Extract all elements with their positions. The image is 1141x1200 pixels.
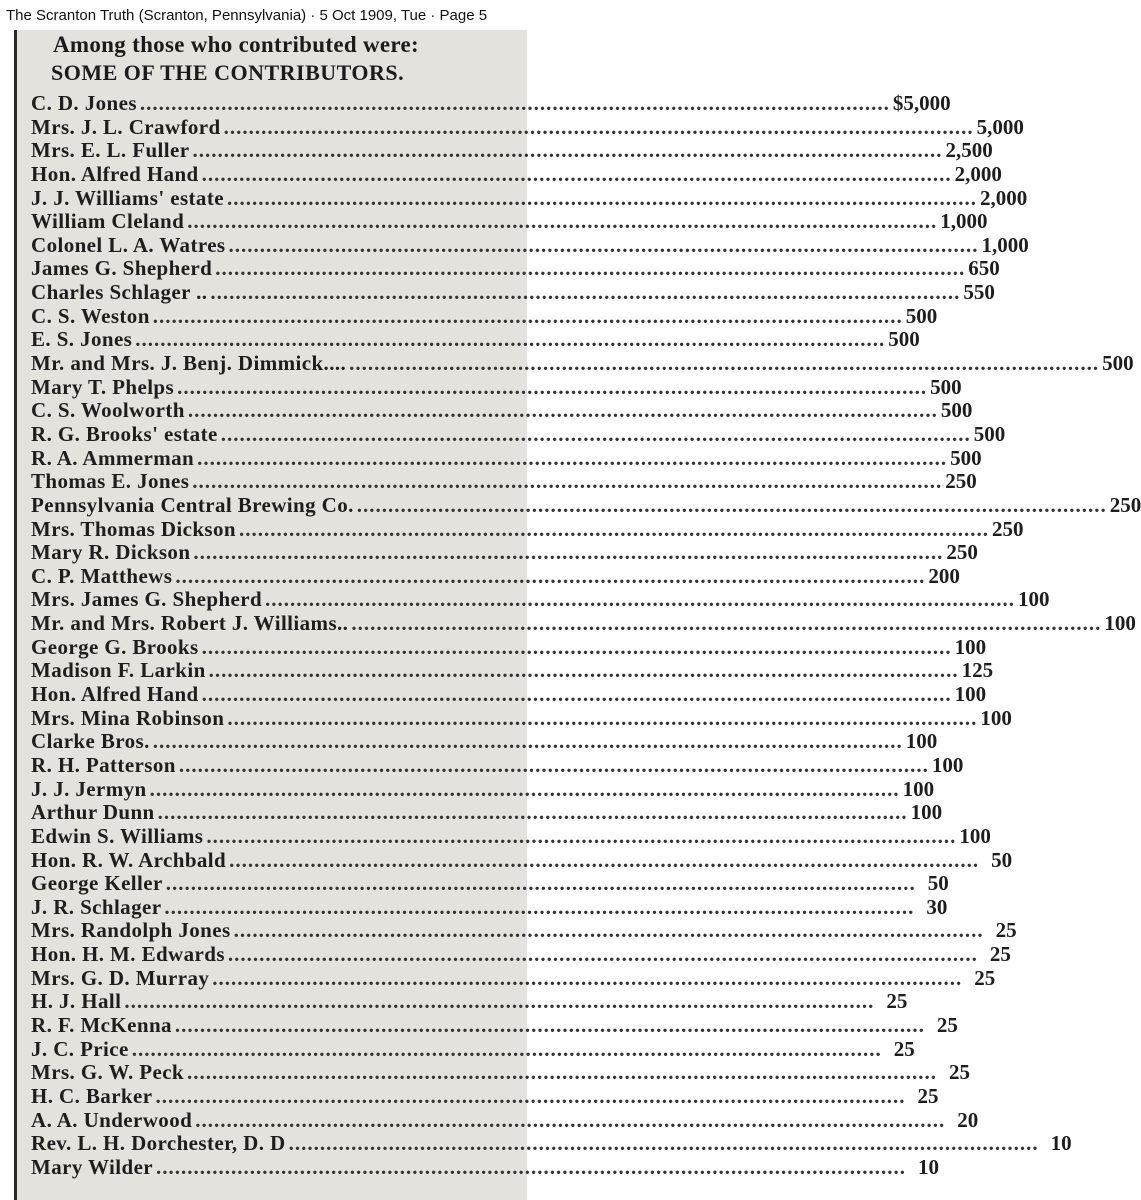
contribution-amount: 500 — [930, 374, 962, 399]
dot-leader: ........................................................................................................................ — [177, 374, 928, 399]
dot-leader: ........................................................................................................................ — [208, 658, 959, 683]
contribution-amount: 10 — [1050, 1131, 1072, 1156]
dot-leader: ........................................................................................................................ — [210, 280, 961, 305]
contribution-amount: 200 — [928, 563, 960, 588]
contributor-name: Mr. and Mrs. Robert J. Williams.. — [31, 611, 349, 636]
contributor-row — [31, 823, 991, 849]
contributor-name: Mrs. J. L. Crawford — [31, 114, 221, 139]
contributor-name: Edwin S. Williams — [31, 823, 204, 848]
contribution-amount: 20 — [957, 1107, 979, 1132]
contributor-name: C. P. Matthews — [31, 563, 173, 588]
contribution-amount: 100 — [980, 705, 1012, 730]
contribution-amount: 25 — [917, 1083, 939, 1108]
section-heading: SOME OF THE CONTRIBUTORS. — [51, 60, 405, 85]
contribution-amount: 2,000 — [979, 185, 1028, 210]
contribution-amount: 550 — [963, 280, 995, 305]
dot-leader: ........................................................................................................................ — [212, 965, 963, 990]
contributor-row — [31, 256, 1000, 281]
contribution-amount: 25 — [974, 965, 996, 990]
contributor-name: Mr. and Mrs. J. Benj. Dimmick.... — [31, 351, 347, 376]
contribution-amount: 250 — [945, 469, 977, 494]
contributor-name: R. G. Brooks' estate — [31, 421, 218, 446]
contribution-amount: 1,000 — [981, 232, 1029, 257]
dot-leader: ........................................................................................................................ — [139, 91, 890, 115]
contributor-name: Mary Wilder — [31, 1154, 154, 1179]
contributor-name: J. C. Price — [31, 1036, 129, 1061]
contribution-amount: 500 — [905, 303, 938, 328]
contribution-amount: 500 — [973, 421, 1006, 446]
contributor-row — [31, 1060, 970, 1085]
source-header: The Scranton Truth (Scranton, Pennsylvania) · 5 Oct 1909, Tue · Page 5 — [6, 7, 488, 24]
contributor-name: H. J. Hall — [31, 989, 122, 1014]
contributor-row — [31, 918, 1017, 943]
contributor-name: Mary R. Dickson — [31, 540, 191, 565]
contributor-row — [31, 232, 1029, 258]
contributor-row — [31, 800, 943, 825]
contributor-name: Hon. H. M. Edwards — [31, 942, 225, 967]
contributor-name: Hon. R. W. Archbald — [31, 847, 227, 872]
contribution-amount: 650 — [968, 256, 1000, 281]
contributor-row — [31, 587, 1050, 612]
contribution-amount: 100 — [959, 823, 991, 848]
dot-leader: ........................................................................................................................ — [187, 398, 938, 423]
contributor-name: Mrs. Thomas Dickson — [31, 516, 236, 541]
dot-leader: ........................................................................................................................ — [227, 705, 978, 730]
contributor-row — [31, 374, 962, 400]
contributor-name: J. R. Schlager — [31, 894, 162, 919]
contributor-row — [31, 989, 908, 1014]
dot-leader: ........................................................................................................................ — [195, 1107, 946, 1132]
dot-leader: ........................................................................................................................ — [187, 1060, 937, 1085]
dot-leader: ........................................................................................................................ — [239, 516, 989, 541]
dot-leader: ........................................................................................................................ — [165, 871, 916, 896]
contributor-name: Clarke Bros. — [31, 729, 150, 754]
contribution-amount: 2,000 — [954, 161, 1002, 186]
dot-leader: ........................................................................................................................ — [233, 918, 984, 943]
contribution-amount: 1,000 — [940, 209, 988, 234]
dot-leader: ........................................................................................................................ — [223, 114, 974, 139]
dot-leader: ........................................................................................................................ — [156, 1154, 907, 1179]
contributor-row — [31, 776, 935, 802]
contributor-name: C. S. Woolworth — [31, 398, 185, 423]
contributor-row — [31, 351, 1134, 376]
dot-leader: ........................................................................................................................ — [164, 894, 915, 919]
dot-leader: ........................................................................................................................ — [201, 161, 952, 186]
contribution-amount: 125 — [961, 658, 994, 683]
contributor-row — [31, 658, 994, 683]
intro-line: Among those who contributed were: — [53, 32, 419, 57]
contribution-amount: 50 — [991, 847, 1013, 872]
contributor-name: A. A. Underwood — [31, 1107, 193, 1132]
newspaper-clipping — [14, 30, 1141, 1200]
contribution-amount: 25 — [936, 1012, 958, 1037]
contributor-name: Mrs. G. W. Peck — [31, 1060, 184, 1085]
dot-leader: ........................................................................................................................ — [215, 256, 966, 281]
contributor-row — [31, 1154, 940, 1180]
contribution-amount: $5,000 — [892, 91, 951, 115]
dot-leader: ........................................................................................................................ — [351, 611, 1102, 636]
contribution-amount: 250 — [992, 516, 1024, 541]
contributor-name: E. S. Jones — [31, 327, 133, 352]
contributor-name: C. S. Weston — [31, 303, 150, 328]
contribution-amount: 100 — [905, 729, 938, 754]
contributor-row — [31, 942, 1011, 967]
contributor-name: Hon. Alfred Hand — [31, 161, 199, 186]
contributor-name: Hon. Alfred Hand — [31, 682, 199, 707]
contributors-list — [31, 91, 1141, 1179]
contributor-name: George Keller — [31, 871, 163, 896]
contributor-row — [31, 682, 987, 707]
contributor-row — [31, 563, 960, 589]
contributor-row — [31, 705, 1012, 731]
contributor-row — [31, 1012, 958, 1038]
dot-leader: ........................................................................................................................ — [206, 823, 957, 848]
contributor-row — [31, 327, 920, 352]
contributor-row — [31, 492, 1141, 518]
dot-leader: ........................................................................................................................ — [187, 209, 938, 234]
contributor-name: J. J. Williams' estate — [31, 185, 224, 210]
contributor-name: R. H. Patterson — [31, 752, 176, 777]
contributor-row — [31, 752, 964, 778]
dot-leader: ........................................................................................................................ — [178, 752, 929, 777]
contributor-row — [31, 847, 1013, 873]
contribution-amount: 5,000 — [976, 114, 1024, 139]
contribution-amount: 250 — [946, 540, 978, 565]
contributor-name: Arthur Dunn — [31, 800, 155, 825]
contribution-amount: 2,500 — [945, 138, 993, 163]
contribution-amount: 100 — [902, 776, 935, 801]
dot-leader: ........................................................................................................................ — [265, 587, 1016, 612]
contribution-amount: 500 — [1102, 351, 1134, 376]
contribution-amount: 25 — [893, 1036, 915, 1061]
contributor-row — [31, 540, 978, 565]
dot-leader: ........................................................................................................................ — [288, 1131, 1039, 1156]
contributor-row — [31, 729, 938, 754]
dot-leader: ........................................................................................................................ — [356, 492, 1107, 517]
contributor-name: J. J. Jermyn — [31, 776, 147, 801]
contributor-row — [31, 965, 996, 991]
contributor-name: Mrs. James G. Shepherd — [31, 587, 263, 612]
contributor-row — [31, 185, 1028, 211]
contributor-row — [31, 469, 977, 494]
dot-leader: ........................................................................................................................ — [197, 445, 948, 470]
contributor-row — [31, 1107, 979, 1133]
contributor-name: C. D. Jones — [31, 91, 137, 115]
contributor-name: Mrs. E. L. Fuller — [31, 138, 190, 163]
contributor-row — [31, 114, 1024, 140]
contributor-name: H. C. Barker — [31, 1083, 153, 1108]
contributor-row — [31, 138, 993, 163]
contribution-amount: 250 — [1109, 492, 1141, 517]
dot-leader: ........................................................................................................................ — [152, 729, 903, 754]
dot-leader: ........................................................................................................................ — [152, 303, 903, 328]
contribution-amount: 25 — [989, 942, 1011, 967]
dot-leader: ........................................................................................................................ — [201, 634, 952, 659]
dot-leader: ........................................................................................................................ — [175, 563, 926, 588]
contributor-row — [31, 634, 987, 660]
contributor-row — [31, 611, 1136, 636]
contribution-amount: 30 — [926, 894, 948, 919]
contributor-row — [31, 303, 938, 329]
contributor-name: Pennsylvania Central Brewing Co. — [31, 492, 354, 517]
contributor-row — [31, 91, 951, 116]
contribution-amount: 500 — [950, 445, 982, 470]
contributor-name: R. F. McKenna — [31, 1012, 172, 1037]
contribution-amount: 100 — [1018, 587, 1050, 612]
dot-leader: ........................................................................................................................ — [220, 421, 971, 446]
contribution-amount: 50 — [927, 871, 949, 896]
contribution-amount: 100 — [931, 752, 964, 777]
dot-leader: ........................................................................................................................ — [135, 327, 886, 352]
contributor-row — [31, 871, 949, 896]
contributor-name: Mrs. Mina Robinson — [31, 705, 225, 730]
dot-leader: ........................................................................................................................ — [201, 682, 952, 707]
contributor-row — [31, 1131, 1072, 1156]
dot-leader: ........................................................................................................................ — [227, 942, 978, 967]
dot-leader: ........................................................................................................................ — [149, 776, 900, 801]
contributor-row — [31, 280, 995, 305]
contributor-row — [31, 1083, 939, 1109]
contributor-row — [31, 398, 973, 423]
contributor-name: William Cleland — [31, 209, 185, 234]
contributor-name: R. A. Ammerman — [31, 445, 195, 470]
contributor-name: Madison F. Larkin — [31, 658, 206, 683]
dot-leader: ........................................................................................................................ — [174, 1012, 925, 1037]
contribution-amount: 100 — [954, 682, 987, 707]
contributor-row — [31, 1036, 915, 1062]
contribution-amount: 25 — [949, 1060, 970, 1085]
dot-leader: ........................................................................................................................ — [155, 1083, 906, 1108]
contributor-row — [31, 894, 948, 920]
contribution-amount: 500 — [888, 327, 920, 352]
contributor-row — [31, 445, 982, 471]
contributor-name: Thomas E. Jones — [31, 469, 190, 494]
dot-leader: ........................................................................................................................ — [193, 540, 944, 565]
dot-leader: ........................................................................................................................ — [192, 138, 943, 163]
dot-leader: ........................................................................................................................ — [192, 469, 943, 494]
dot-leader: ........................................................................................................................ — [131, 1036, 882, 1061]
contribution-amount: 500 — [940, 398, 973, 423]
contributor-row — [31, 421, 1006, 447]
dot-leader: ........................................................................................................................ — [226, 185, 977, 210]
contributor-name: Charles Schlager .. — [31, 280, 208, 305]
contribution-amount: 100 — [1104, 611, 1136, 636]
dot-leader: ........................................................................................................................ — [124, 989, 875, 1014]
dot-leader: ........................................................................................................................ — [349, 351, 1100, 376]
contributor-name: Mrs. G. D. Murray — [31, 965, 210, 990]
contributor-row — [31, 209, 988, 234]
contributor-name: Mrs. Randolph Jones — [31, 918, 231, 943]
dot-leader: ........................................................................................................................ — [229, 847, 980, 872]
dot-leader: ........................................................................................................................ — [157, 800, 908, 825]
contributor-name: James G. Shepherd — [31, 256, 213, 281]
dot-leader: ........................................................................................................................ — [228, 232, 979, 257]
contribution-amount: 25 — [886, 989, 908, 1014]
contributor-name: Rev. L. H. Dorchester, D. D — [31, 1131, 286, 1156]
contribution-amount: 10 — [918, 1154, 940, 1179]
contribution-amount: 100 — [910, 800, 943, 825]
contributor-name: George G. Brooks — [31, 634, 199, 659]
contributor-name: Colonel L. A. Watres — [31, 232, 226, 257]
contributor-row — [31, 516, 1024, 542]
contributor-name: Mary T. Phelps — [31, 374, 175, 399]
contribution-amount: 100 — [954, 634, 987, 659]
contributor-row — [31, 161, 1002, 187]
contribution-amount: 25 — [995, 918, 1017, 943]
